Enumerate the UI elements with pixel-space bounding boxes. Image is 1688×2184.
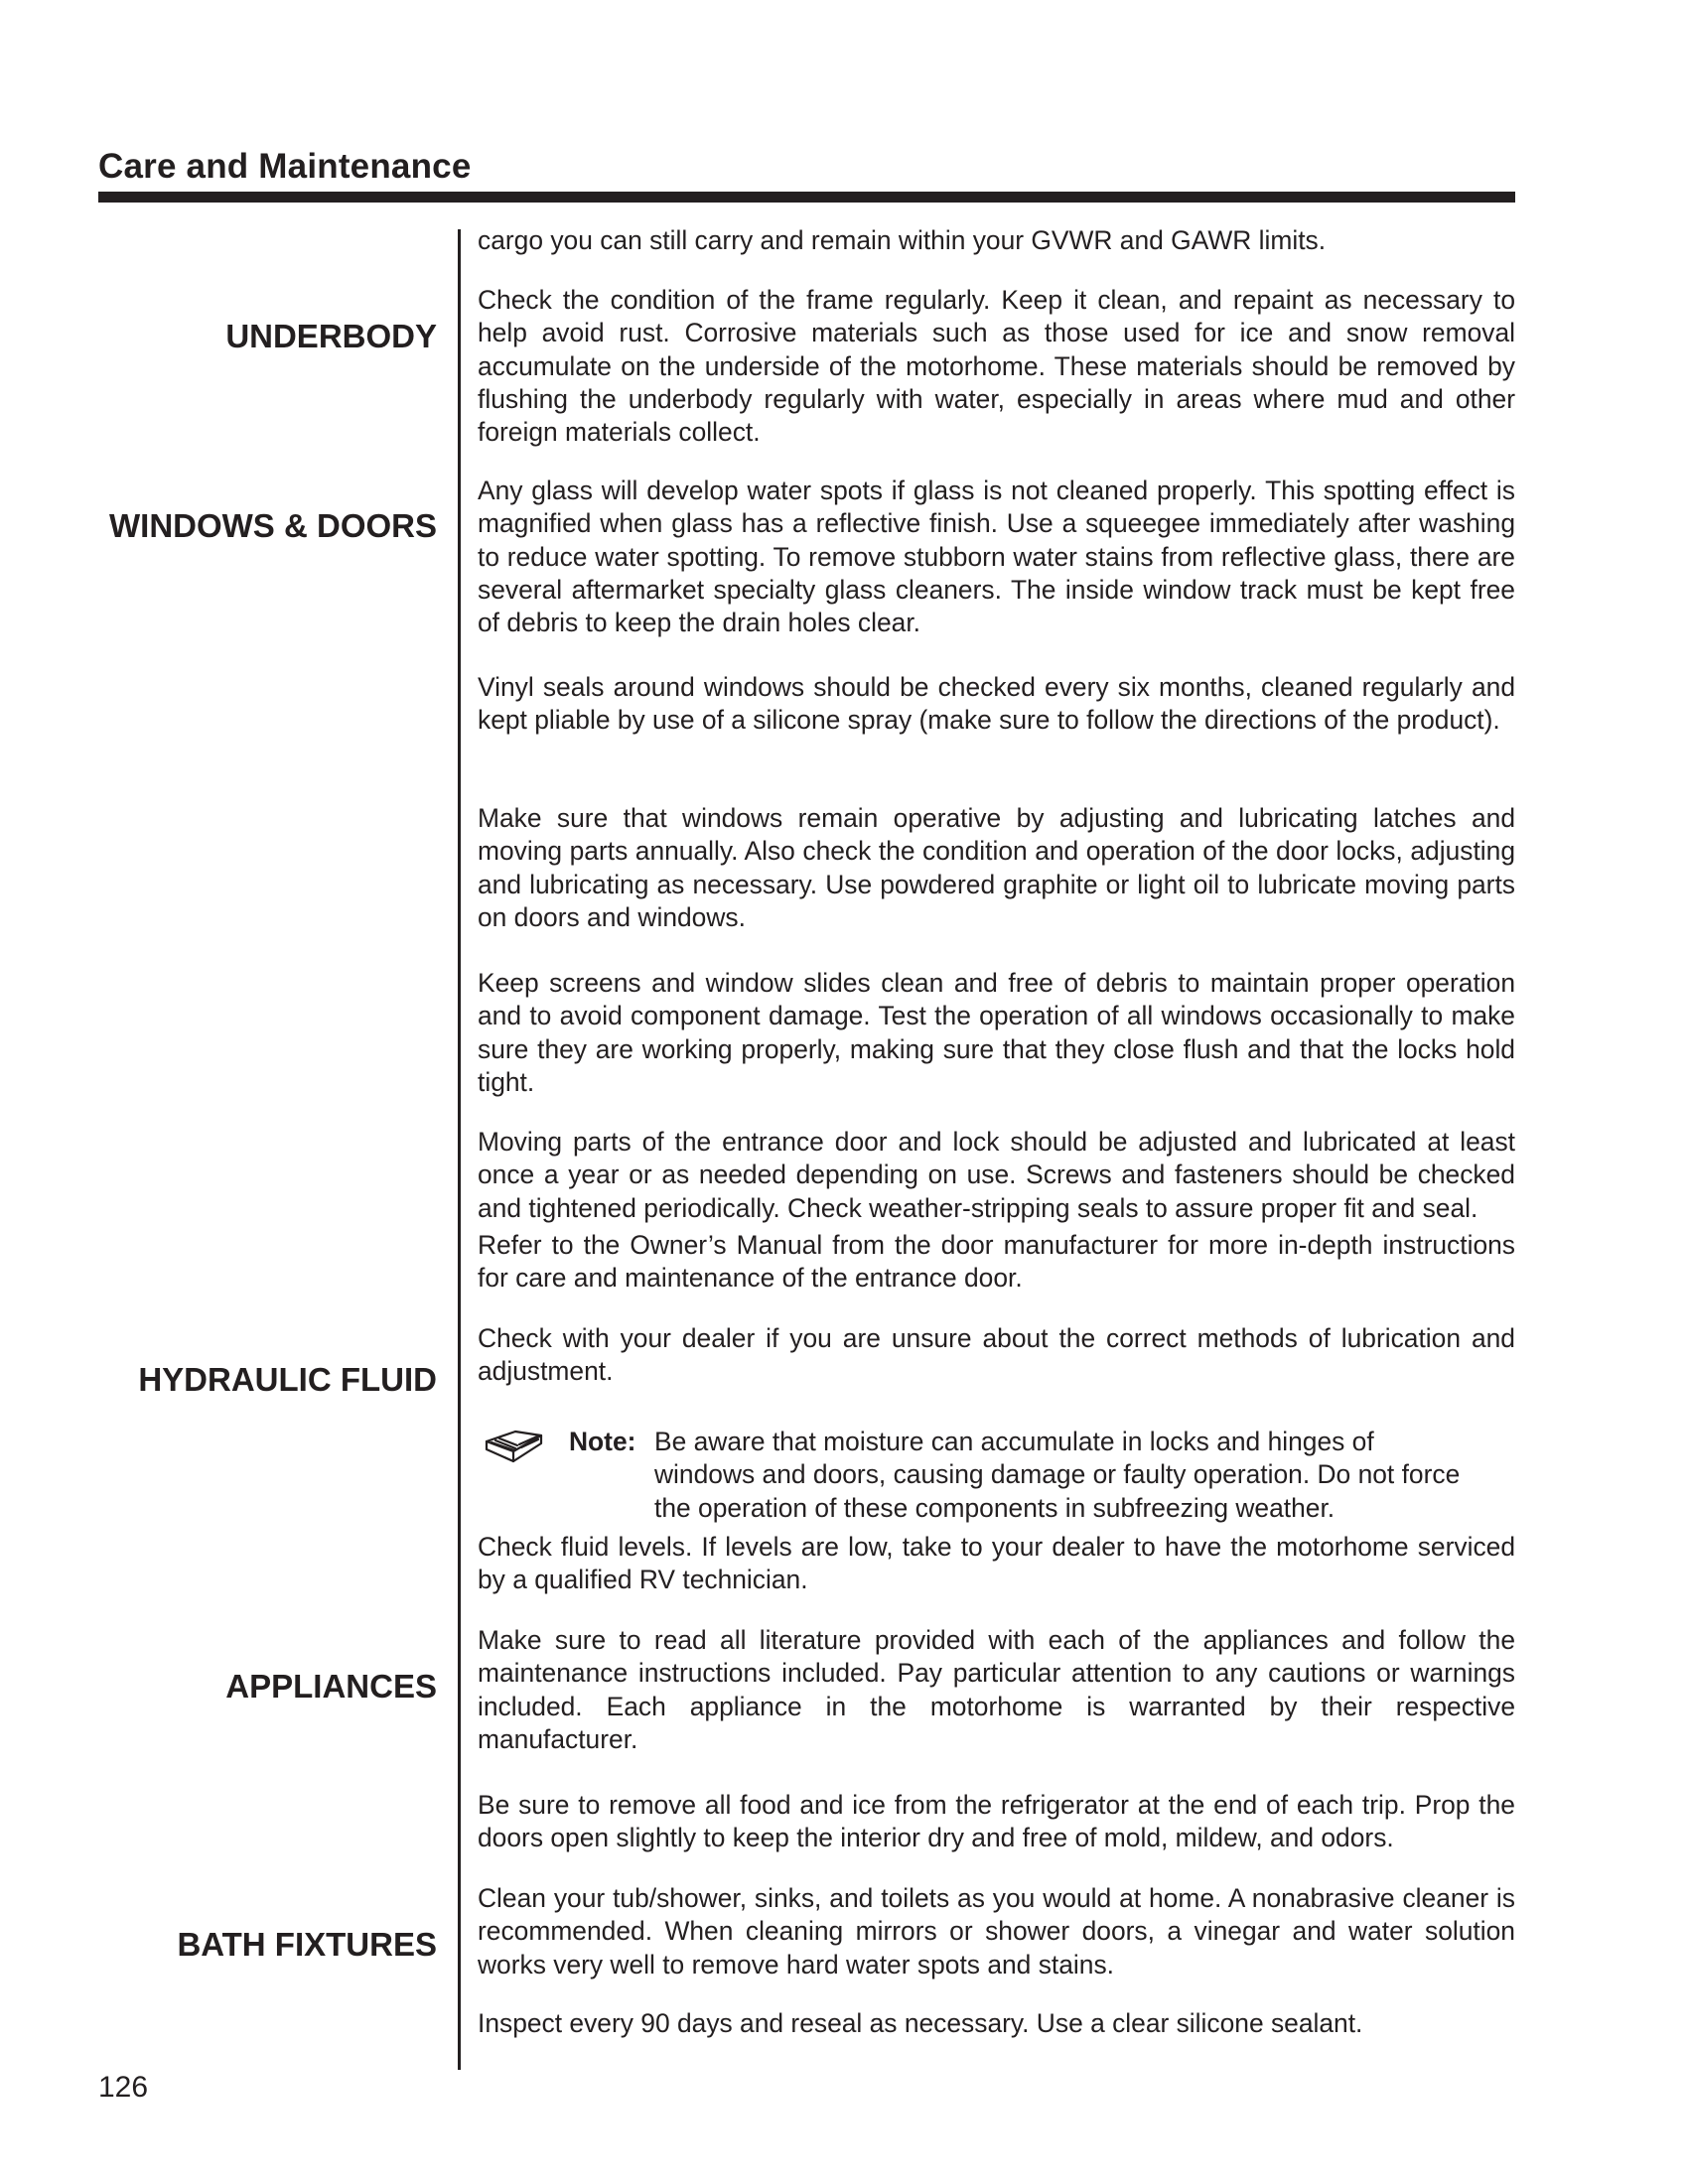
page-number: 126: [98, 2071, 149, 2104]
paragraph-inspect: Inspect every 90 days and reseal as necessary. Use a clear silicone sealant.: [478, 2008, 1363, 2038]
header-rule: [98, 192, 1515, 203]
paragraph-dealer: Check with your dealer if you are unsure about the correct methods of lubrication and adjustment.: [478, 1323, 1515, 1387]
open-book-icon: [484, 1430, 545, 1469]
paragraph-vinyl-seals: Vinyl seals around windows should be checked every six months, cleaned regularly and kept pliable by use of a silicone spray (make sure to follow the directions of the product).: [478, 672, 1515, 736]
paragraph-refrigerator: Be sure to remove all food and ice from the refrigerator at the end of each trip. Prop the doors open slightly to keep the interior dry and free of mold, mildew, and odors.: [478, 1790, 1515, 1853]
heading-windows-doors: WINDOWS & DOORS: [109, 507, 437, 544]
paragraph-fluid-levels: Check fluid levels. If levels are low, take to your dealer to have the motorhome serviced by a qualified RV technician.: [478, 1532, 1515, 1595]
heading-appliances: APPLIANCES: [225, 1668, 437, 1705]
note-text: Be aware that moisture can accumulate in locks and hinges of windows and doors, causing damage or faulty operation. Do not force the operation of these components in subfreezing weather.: [654, 1427, 1461, 1523]
heading-underbody: UNDERBODY: [225, 318, 437, 354]
heading-hydraulic-fluid: HYDRAULIC FLUID: [138, 1361, 437, 1398]
paragraph-owners-manual: Refer to the Owner’s Manual from the door manufacturer for more in-depth instructions for care and maintenance of the entrance door.: [478, 1230, 1515, 1294]
note-block: [484, 1426, 1477, 1535]
paragraph-cargo: cargo you can still carry and remain within your GVWR and GAWR limits.: [478, 225, 1327, 255]
paragraph-glass: Any glass will develop water spots if glass is not cleaned properly. This spotting effect is magnified when glass has a reflective finish. Use a squeegee immediately after washing to reduce water spotting. To remove stubborn water stains from reflective glass, there are several aftermarket specialty glass cleaners. The inside window track must be kept free of debris to keep the drain holes clear.: [478, 476, 1515, 638]
heading-bath-fixtures: BATH FIXTURES: [177, 1926, 437, 1963]
paragraph-windows-operative: Make sure that windows remain operative by adjusting and lubricating latches and moving parts annually. Also check the condition and operation of the door locks, adjusting and lubricating as necessary. Use powdered graphite or light oil to lubricate moving parts on doors and windows.: [478, 803, 1515, 932]
page-title: Care and Maintenance: [98, 147, 472, 186]
note-label: Note:: [569, 1427, 636, 1456]
column-divider: [458, 229, 461, 2070]
paragraph-entrance-door: Moving parts of the entrance door and lock should be adjusted and lubricated at least once a year or as needed depending on use. Screws and fasteners should be checked and tightened periodically. Check weather-stripping seals to assure proper fit and seal.: [478, 1127, 1515, 1223]
paragraph-literature: Make sure to read all literature provided with each of the appliances and follow the maintenance instructions included. Pay particular attention to any cautions or warnings included. Each appliance in the motorhome is warranted by their respective manufacturer.: [478, 1625, 1515, 1754]
paragraph-underbody: Check the condition of the frame regularly. Keep it clean, and repaint as necessary to help avoid rust. Corrosive materials such as those used for ice and snow removal accumulate on the underside of the motorhome. These materials should be removed by flushing the underbody regularly with water, especially in areas where mud and other foreign materials collect.: [478, 285, 1515, 448]
paragraph-screens: Keep screens and window slides clean and free of debris to maintain proper operation and to avoid component damage. Test the operation of all windows occasionally to make sure they are working properly, making sure that they close flush and that the locks hold tight.: [478, 968, 1515, 1097]
paragraph-bath: Clean your tub/shower, sinks, and toilets as you would at home. A nonabrasive cleaner is recommended. When cleaning mirrors or shower doors, a vinegar and water solution works very well to remove hard water spots and stains.: [478, 1883, 1515, 1979]
